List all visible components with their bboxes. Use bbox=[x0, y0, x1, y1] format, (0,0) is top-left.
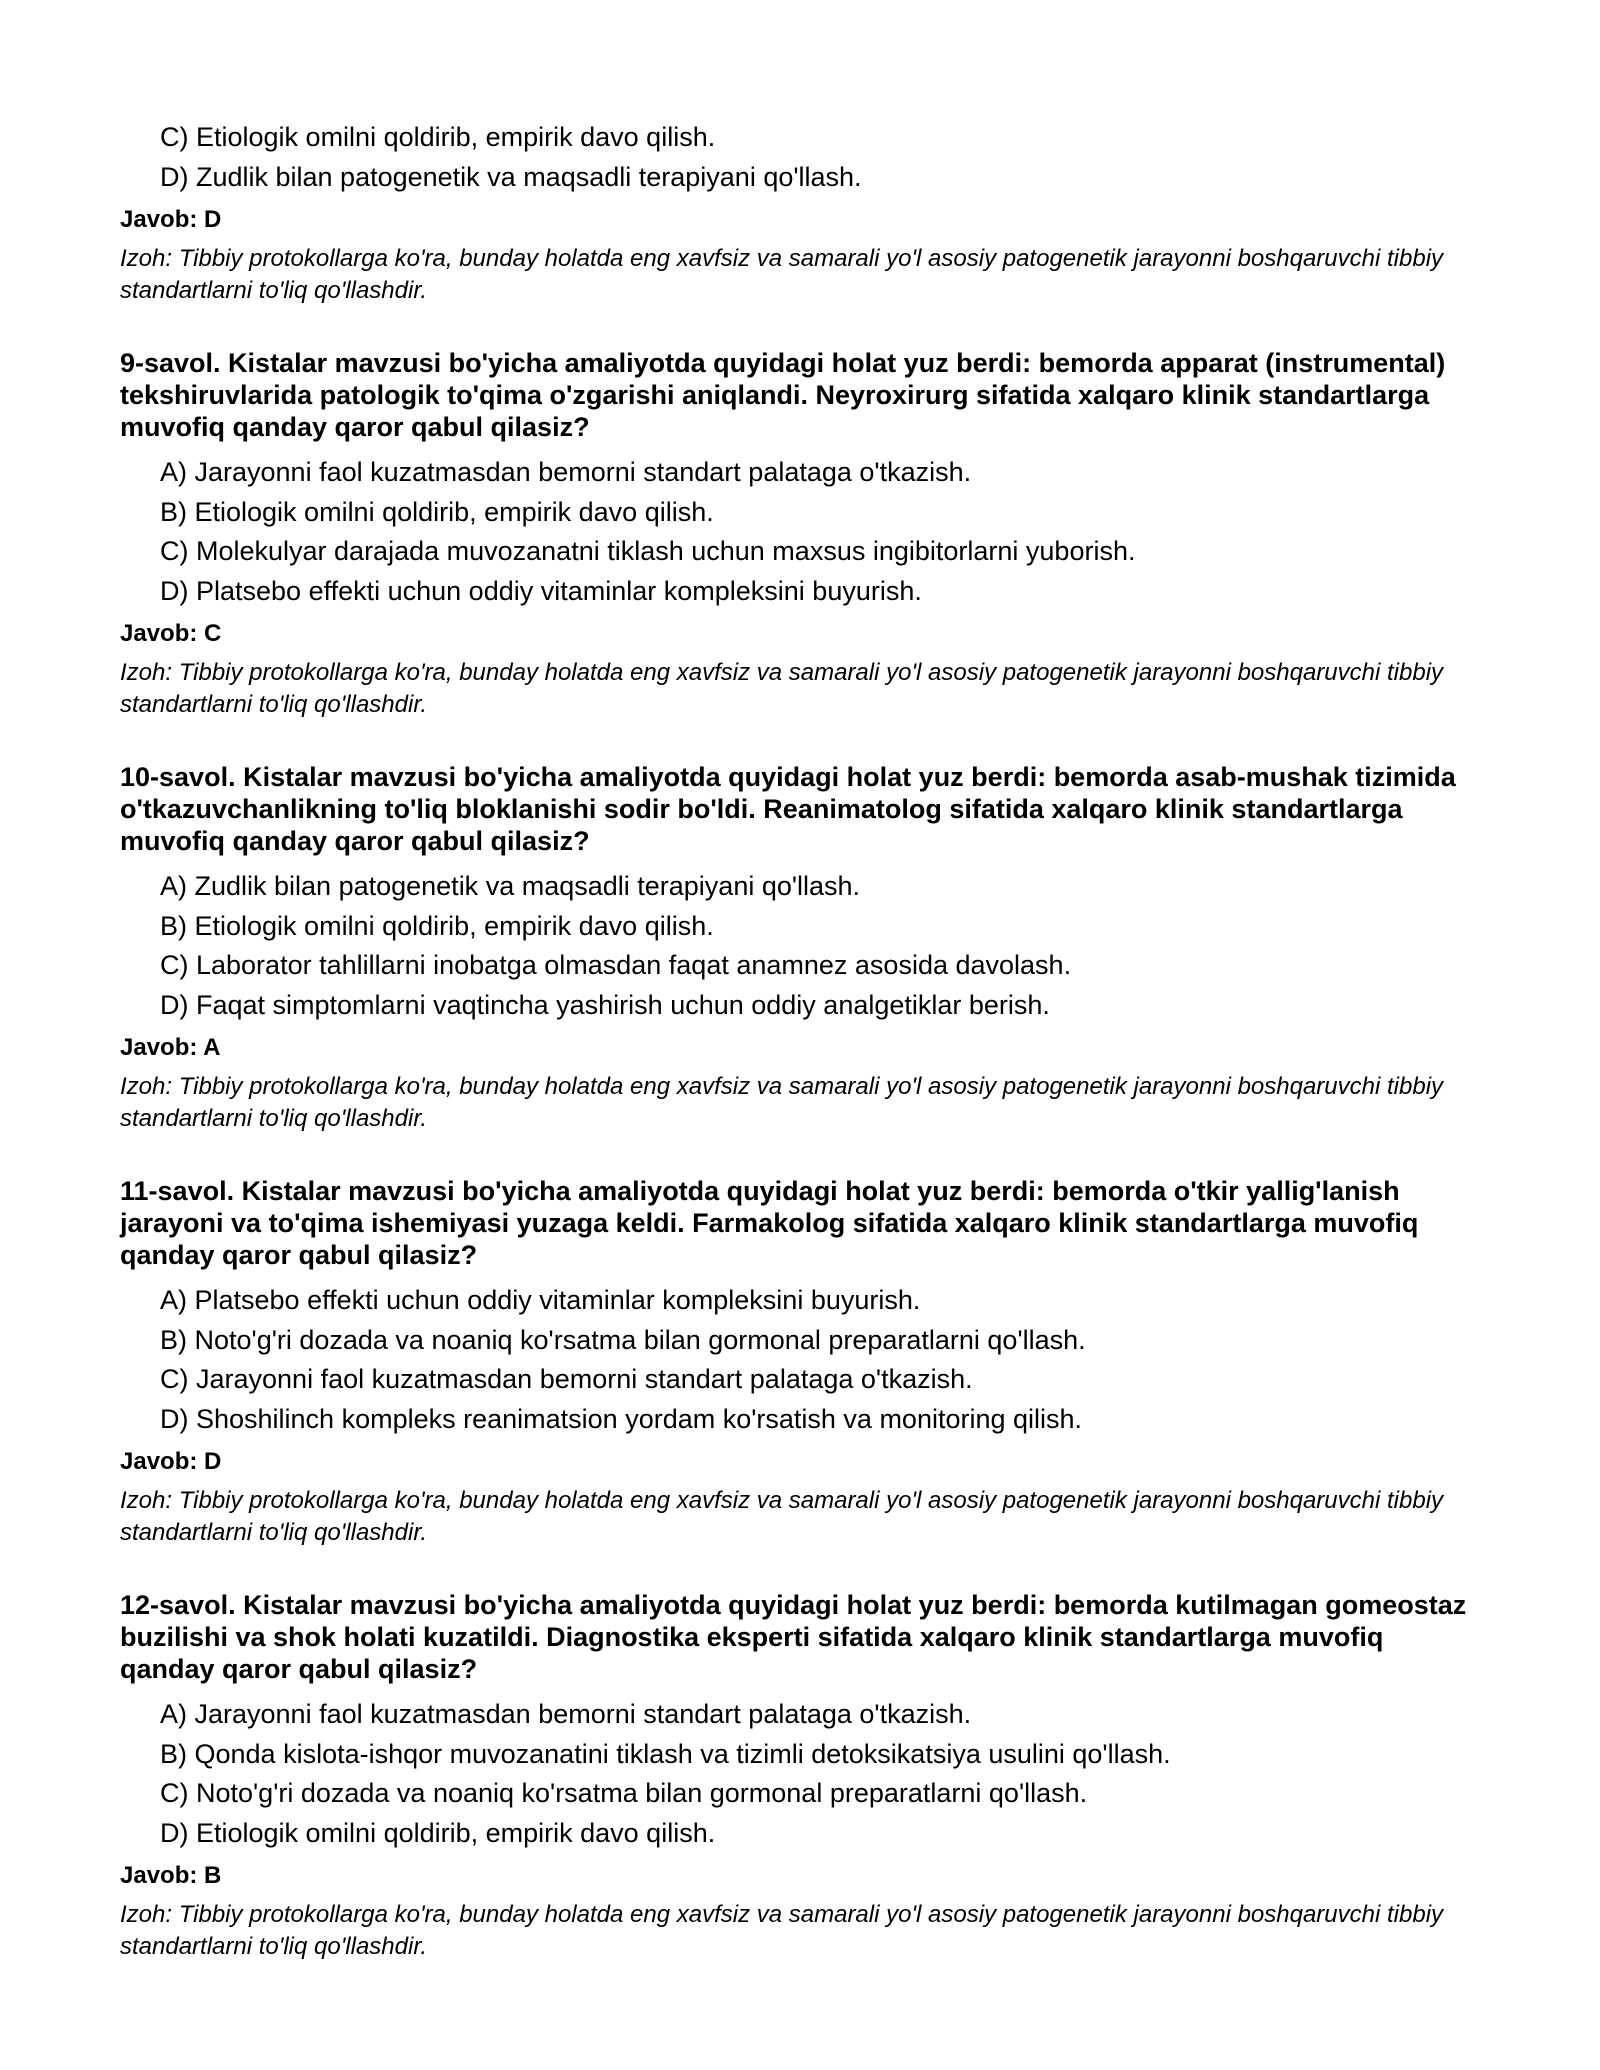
explanation-note: Izoh: Tibbiy protokollarga ko'ra, bunday holatda eng xavfsiz va samarali yo'l asosiy patogenetik jarayonni boshqaruvchi tibbiy standartlarni to'liq qo'llashdir. bbox=[120, 1487, 1444, 1546]
option-b: B) Etiologik omilni qoldirib, empirik davo qilish. bbox=[160, 910, 714, 941]
answer-options bbox=[120, 1281, 1480, 1439]
option-d: D) Faqat simptomlarni vaqtincha yashirish uchun oddiy analgetiklar berish. bbox=[160, 989, 1050, 1020]
option-a: A) Zudlik bilan patogenetik va maqsadli terapiyani qo'llash. bbox=[160, 871, 861, 901]
question-text: 11-savol. Kistalar mavzusi bo'yicha amaliyotda quyidagi holat yuz berdi: bemorda o'tkir yallig'lanish jarayoni va to'qima ishemiyasi yuzaga keldi. Farmakolog sifatida xalqaro klinik standartlarga muvofiq qanday qaror qabul qilasiz? bbox=[120, 1176, 1419, 1270]
option-c: C) Jarayonni faol kuzatmasdan bemorni standart palataga o'tkazish. bbox=[160, 1364, 973, 1394]
option-d: D) Etiologik omilni qoldirib, empirik davo qilish. bbox=[160, 1817, 716, 1848]
answer-key: Javob: C bbox=[120, 620, 222, 647]
answer-options bbox=[120, 1695, 1480, 1853]
explanation-note: Izoh: Tibbiy protokollarga ko'ra, bunday holatda eng xavfsiz va samarali yo'l asosiy patogenetik jarayonni boshqaruvchi tibbiy standartlarni to'liq qo'llashdir. bbox=[120, 659, 1444, 718]
option-c: C) Molekulyar darajada muvozanatni tiklash uchun maxsus ingibitorlarni yuborish. bbox=[160, 536, 1136, 566]
document-page bbox=[120, 118, 1480, 1963]
option-b: B) Noto'g'ri dozada va noaniq ko'rsatma bilan gormonal preparatlarni qo'llash. bbox=[160, 1324, 1086, 1355]
question-block-9 bbox=[120, 347, 1480, 721]
answer-options bbox=[120, 453, 1480, 611]
option-c: C) Etiologik omilni qoldirib, empirik davo qilish. bbox=[160, 122, 716, 152]
option-c: C) Noto'g'ri dozada va noaniq ko'rsatma bilan gormonal preparatlarni qo'llash. bbox=[160, 1778, 1088, 1808]
answer-key: Javob: D bbox=[120, 206, 222, 233]
answer-key: Javob: A bbox=[120, 1034, 221, 1061]
option-a: A) Jarayonni faol kuzatmasdan bemorni standart palataga o'tkazish. bbox=[160, 1699, 972, 1729]
question-block-8-continued bbox=[120, 118, 1480, 307]
option-d: D) Shoshilinch kompleks reanimatsion yordam ko'rsatish va monitoring qilish. bbox=[160, 1403, 1083, 1434]
option-a: A) Platsebo effekti uchun oddiy vitaminlar kompleksini buyurish. bbox=[160, 1285, 921, 1315]
option-b: B) Qonda kislota-ishqor muvozanatini tiklash va tizimli detoksikatsiya usulini qo'llash. bbox=[160, 1738, 1171, 1769]
question-block-11 bbox=[120, 1175, 1480, 1549]
option-b: B) Etiologik omilni qoldirib, empirik davo qilish. bbox=[160, 496, 714, 527]
explanation-note: Izoh: Tibbiy protokollarga ko'ra, bunday holatda eng xavfsiz va samarali yo'l asosiy patogenetik jarayonni boshqaruvchi tibbiy standartlarni to'liq qo'llashdir. bbox=[120, 245, 1444, 304]
answer-key: Javob: B bbox=[120, 1862, 222, 1889]
answer-options bbox=[120, 867, 1480, 1025]
explanation-note: Izoh: Tibbiy protokollarga ko'ra, bunday holatda eng xavfsiz va samarali yo'l asosiy patogenetik jarayonni boshqaruvchi tibbiy standartlarni to'liq qo'llashdir. bbox=[120, 1901, 1444, 1960]
question-block-12 bbox=[120, 1589, 1480, 1963]
option-c: C) Laborator tahlillarni inobatga olmasdan faqat anamnez asosida davolash. bbox=[160, 950, 1072, 980]
question-block-10 bbox=[120, 761, 1480, 1135]
option-d: D) Platsebo effekti uchun oddiy vitaminlar kompleksini buyurish. bbox=[160, 575, 922, 606]
option-a: A) Jarayonni faol kuzatmasdan bemorni standart palataga o'tkazish. bbox=[160, 457, 972, 487]
answer-options bbox=[120, 118, 1480, 197]
question-text: 10-savol. Kistalar mavzusi bo'yicha amaliyotda quyidagi holat yuz berdi: bemorda asab-mushak tizimida o'tkazuvchanlikning to'liq bloklanishi sodir bo'ldi. Reanimatolog sifatida xalqaro klinik standartlarga muvofiq qanday qaror qabul qilasiz? bbox=[120, 762, 1456, 856]
question-text: 9-savol. Kistalar mavzusi bo'yicha amaliyotda quyidagi holat yuz berdi: bemorda apparat (instrumental) tekshiruvlarida patologik to'qima o'zgarishi aniqlandi. Neyroxirurg sifatida xalqaro klinik standartlarga muvofiq qanday qaror qabul qilasiz? bbox=[120, 348, 1446, 442]
question-text: 12-savol. Kistalar mavzusi bo'yicha amaliyotda quyidagi holat yuz berdi: bemorda kutilmagan gomeostaz buzilishi va shok holati kuzatildi. Diagnostika eksperti sifatida xalqaro klinik standartlarga muvofiq qanday qaror qabul qilasiz? bbox=[120, 1590, 1467, 1684]
explanation-note: Izoh: Tibbiy protokollarga ko'ra, bunday holatda eng xavfsiz va samarali yo'l asosiy patogenetik jarayonni boshqaruvchi tibbiy standartlarni to'liq qo'llashdir. bbox=[120, 1073, 1444, 1132]
option-d: D) Zudlik bilan patogenetik va maqsadli terapiyani qo'llash. bbox=[160, 161, 862, 192]
answer-key: Javob: D bbox=[120, 1448, 222, 1475]
